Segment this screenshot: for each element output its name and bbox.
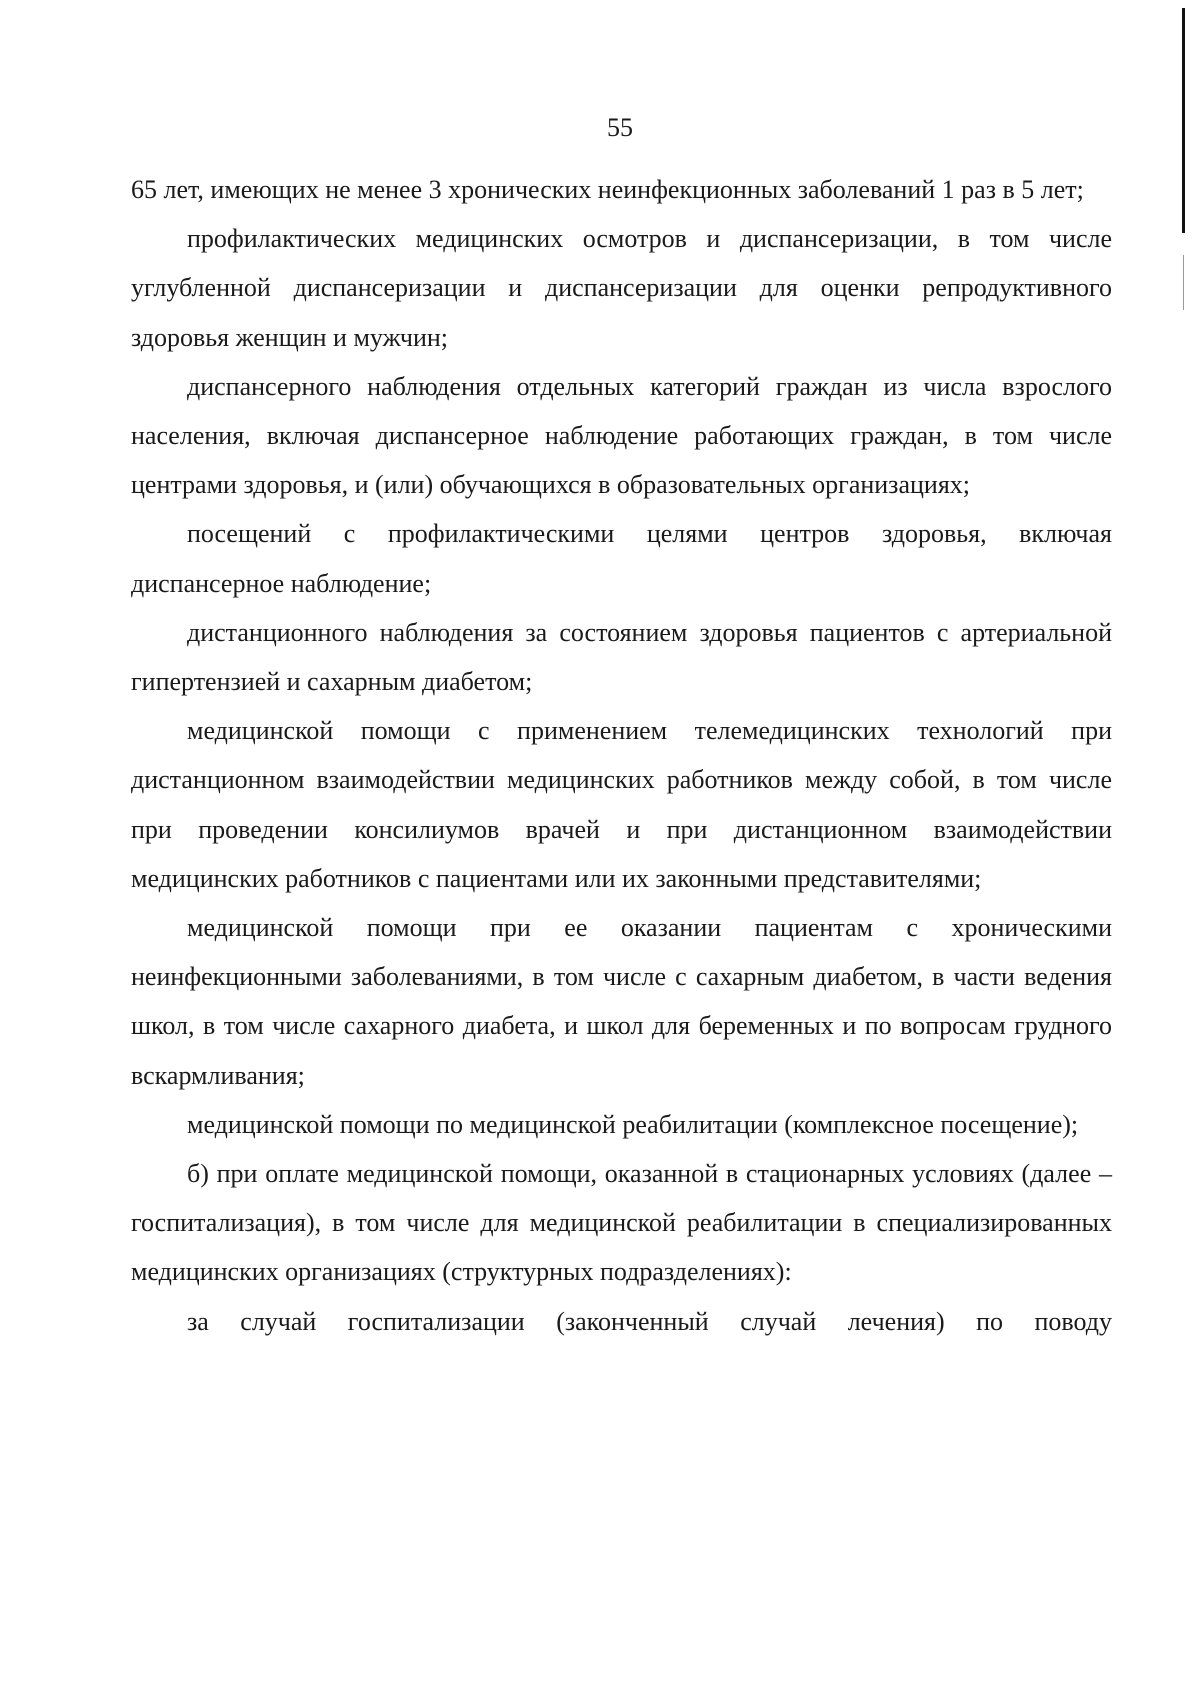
paragraph-health-centers: посещений с профилактическими целями центров здоровья, включая диспансерное наблюдение; bbox=[131, 519, 1112, 598]
paragraph-preventive-exams: профилактических медицинских осмотров и диспансеризации, в том числе углубленной диспансеризации и диспансеризации для оценки репродуктивного здоровья женщин и мужчин; bbox=[131, 224, 1112, 352]
paragraph-hospitalization-case: за случай госпитализации (законченный случай лечения) по поводу bbox=[187, 1306, 1112, 1336]
paragraph-chronic-diseases: медицинской помощи при ее оказании пациентам с хроническими неинфекционными заболеваниями, в том числе с сахарным диабетом, в части ведения школ, в том числе сахарного диабета, и школ для беременных и по вопросам грудного вскармливания; bbox=[131, 913, 1112, 1090]
document-body bbox=[131, 165, 1112, 1346]
paragraph-telemedicine: медицинской помощи с применением телемедицинских технологий при дистанционном взаимодействии медицинских работников между собой, в том числе при проведении консилиумов врачей и при дистанционном взаимодействии медицинских работников с пациентами или их законными представителями; bbox=[131, 716, 1112, 893]
paragraph-dispensary-observation: диспансерного наблюдения отдельных категорий граждан из числа взрослого населения, включая диспансерное наблюдение работающих граждан, в том числе центрами здоровья, и (или) обучающихся в образовательных организациях; bbox=[131, 371, 1112, 500]
paragraph-continuation: 65 лет, имеющих не менее 3 хронических неинфекционных заболеваний 1 раз в 5 лет; bbox=[131, 175, 1084, 204]
paragraph-rehabilitation: медицинской помощи по медицинской реабилитации (комплексное посещение); bbox=[187, 1109, 1079, 1139]
scan-edge-mark bbox=[1183, 255, 1184, 310]
page-number: 55 bbox=[607, 113, 633, 142]
paragraph-inpatient-care: б) при оплате медицинской помощи, оказанной в стационарных условиях (далее – госпитализация), в том числе для медицинской реабилитации в специализированных медицинских организациях (структурных подразделениях): bbox=[131, 1159, 1112, 1287]
paragraph-remote-monitoring: дистанционного наблюдения за состоянием здоровья пациентов с артериальной гипертензией и сахарным диабетом; bbox=[131, 617, 1112, 697]
